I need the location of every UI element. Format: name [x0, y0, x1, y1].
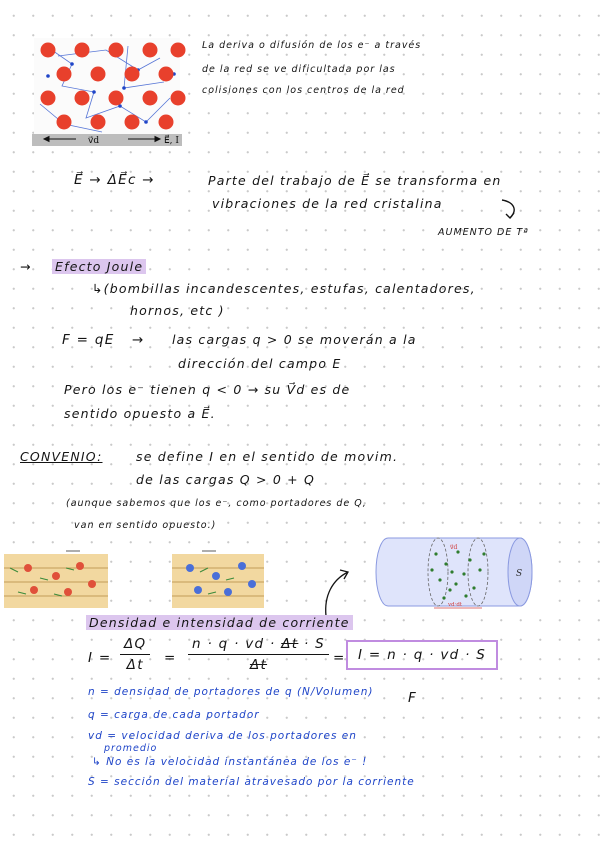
density-title: Densidad e intensidad de corriente: [86, 615, 353, 630]
pointer-arrow: [318, 566, 354, 620]
force-arrow: →: [132, 332, 145, 348]
cylinder-length-label: vd·dt: [448, 602, 463, 608]
conductor-figure-red: [4, 548, 108, 610]
legend-q: q = carga de cada portador: [88, 709, 260, 721]
legend-note: ↳ No es la velocidad instantánea de los e⁻ !: [92, 756, 368, 768]
joule-examples-1: ↳(bombillas incandescentes, estufas, calentadores,: [92, 281, 476, 296]
energy-text-1: Parte del trabajo de E⃗ se transforma en: [208, 173, 502, 188]
fraction-dt: Δt: [126, 657, 144, 673]
fig-vel-label: v⃗d: [88, 136, 100, 146]
legend-vd-2: promedio: [104, 743, 158, 754]
cylinder-speed-label: v⃗d: [450, 544, 458, 551]
joule-title: Efecto Joule: [52, 259, 146, 274]
fig-field-label: E⃗, I: [164, 136, 179, 146]
lattice-figure: [28, 36, 186, 148]
joule-arrow: →: [20, 259, 32, 274]
stray-mark: F: [408, 690, 418, 706]
energy-lhs: E⃗ → ΔE⃗c →: [74, 172, 155, 188]
conductor-figure-blue: [172, 548, 264, 610]
convenio-line-2: de las cargas Q > 0 + Q: [136, 472, 316, 487]
legend-s: S = sección del material atravesado por la corriente: [88, 776, 415, 788]
force-text-2: dirección del campo E: [178, 356, 342, 371]
energy-result: AUMENTO DE Tª: [438, 227, 529, 238]
current-equation-lhs: I =: [88, 650, 112, 666]
fraction-dq-dt: [120, 636, 150, 673]
convenio-label: CONVENIO:: [20, 449, 103, 464]
equals-sign-1: =: [164, 650, 177, 666]
convenio-line-1: se define I en el sentido de movim.: [136, 449, 399, 464]
cylinder-section-label: S: [516, 569, 523, 579]
force-equation: F = qE: [62, 332, 115, 348]
cylinder-figure: [374, 530, 542, 612]
fraction-num-cancel: Δt: [281, 636, 299, 652]
fraction-num-c: · S: [303, 636, 326, 652]
energy-text-2: vibraciones de la red cristalina: [212, 196, 443, 211]
fraction-expanded-num: [188, 636, 329, 655]
electron-text-2: sentido opuesto a E⃗.: [64, 406, 216, 421]
fraction-num-a: n · q · vd ·: [192, 636, 276, 652]
legend-vd-1: vd = velocidad deriva de los portadores en: [88, 730, 357, 742]
fraction-expanded: [188, 636, 329, 673]
electron-text-1: Pero los e⁻ tienen q < 0 → su V⃗d es de: [64, 382, 351, 397]
fraction-expanded-den: Δt: [249, 657, 268, 673]
legend-n: n = densidad de portadores de q (N/Volumen): [88, 686, 374, 698]
force-text-1: las cargas q > 0 se moverán a la: [172, 332, 417, 347]
convenio-line-3: (aunque sabemos que los e⁻, como portadores de Q,: [66, 498, 367, 509]
intro-line-2: de la red se ve dificultada por las: [202, 64, 396, 75]
fraction-dq: ΔQ: [120, 636, 150, 655]
curved-arrow: [498, 196, 524, 222]
intro-line-3: colisiones con los centros de la red: [202, 85, 405, 96]
convenio-line-4: van en sentido opuesto.): [74, 520, 217, 531]
intro-line-1: La deriva o difusión de los e⁻ a través: [202, 40, 422, 51]
equals-sign-2: =: [333, 650, 346, 666]
boxed-current-equation: I = n · q · vd · S: [346, 640, 498, 670]
joule-examples-2: hornos, etc ): [130, 303, 225, 318]
